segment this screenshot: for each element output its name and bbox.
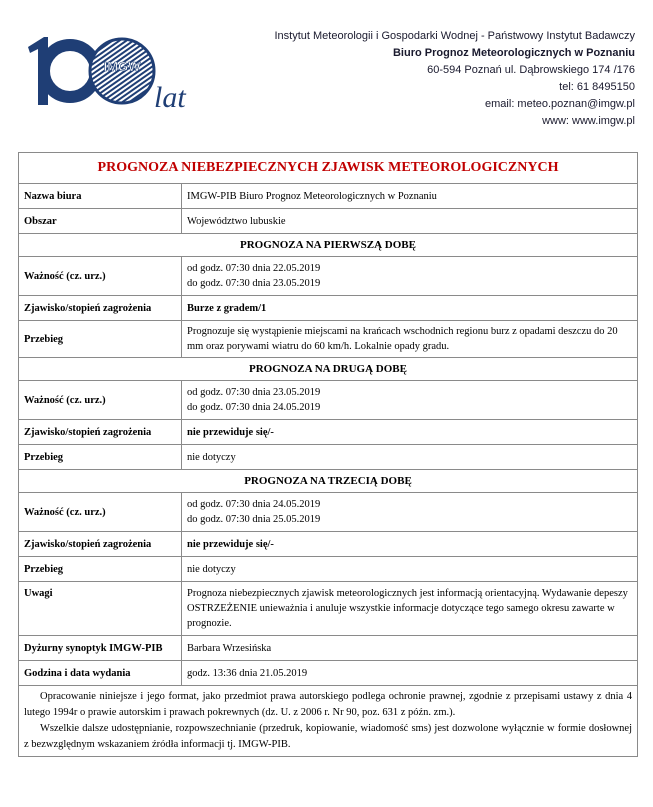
office-label: Nazwa biura: [19, 184, 182, 209]
remarks-label: Uwagi: [19, 582, 182, 636]
office-value: IMGW-PIB Biuro Prognoz Meteorologicznych w Poznaniu: [182, 184, 638, 209]
day3-validity-to: do godz. 07:30 dnia 25.05.2019: [187, 514, 321, 525]
day2-heading: PROGNOZA NA DRUGĄ DOBĘ: [19, 358, 638, 381]
day2-phenomenon-value: nie przewiduje się/-: [182, 420, 638, 445]
copyright-notice: [19, 686, 638, 757]
address: 60-594 Poznań ul. Dąbrowskiego 174 /176: [427, 64, 635, 76]
logo-script-text: lat: [154, 81, 186, 113]
institute-name: Instytut Meteorologii i Gospodarki Wodnej - Państwowy Instytut Badawczy: [274, 30, 635, 42]
day1-validity-to: do godz. 07:30 dnia 23.05.2019: [187, 278, 321, 289]
day2-phenomenon-label: Zjawisko/stopień zagrożenia: [19, 420, 182, 445]
day3-course-value: nie dotyczy: [182, 557, 638, 582]
issued-label: Godzina i data wydania: [19, 661, 182, 686]
day2-validity-value: [182, 381, 638, 420]
day1-validity-value: [182, 257, 638, 296]
day3-course-label: Przebieg: [19, 557, 182, 582]
area-label: Obszar: [19, 209, 182, 234]
logo-badge-text: IMGW: [103, 59, 141, 74]
day3-phenomenon-value: nie przewiduje się/-: [182, 532, 638, 557]
forecast-table: [18, 152, 638, 757]
website: www: www.imgw.pl: [542, 115, 635, 127]
day1-phenomenon-value: Burze z gradem/1: [182, 296, 638, 321]
day1-course-label: Przebieg: [19, 321, 182, 358]
forecaster-label: Dyżurny synoptyk IMGW-PIB: [19, 636, 182, 661]
area-value: Województwo lubuskie: [182, 209, 638, 234]
redistribution-paragraph: Wszelkie dalsze udostępnianie, rozpowszechnianie (przedruk, kopiowanie, wiadomość sms) jest dozwolone wyłącznie w formie dosłownej z bezwzględnym wskazaniem źródła informacji tj. IMGW-PIB.: [24, 723, 632, 750]
day3-validity-value: [182, 493, 638, 532]
forecaster-value: Barbara Wrzesińska: [182, 636, 638, 661]
office-name: Biuro Prognoz Meteorologicznych w Poznaniu: [392, 47, 635, 59]
day1-validity-from: od godz. 07:30 dnia 22.05.2019: [187, 263, 321, 274]
day2-validity-to: do godz. 07:30 dnia 24.05.2019: [187, 402, 321, 413]
day1-course-value: Prognozuje się wystąpienie miejscami na krańcach wschodnich regionu burz z opadami deszczu do 20 mm oraz porywami wiatru do 60 km/h. Lokalnie opady gradu.: [182, 321, 638, 358]
day2-course-label: Przebieg: [19, 445, 182, 470]
day2-validity-label: Ważność (cz. urz.): [19, 381, 182, 420]
day3-heading: PROGNOZA NA TRZECIĄ DOBĘ: [19, 470, 638, 493]
day2-validity-from: od godz. 07:30 dnia 23.05.2019: [187, 387, 321, 398]
day1-heading: PROGNOZA NA PIERWSZĄ DOBĘ: [19, 234, 638, 257]
logo-digit-zero: [44, 45, 96, 97]
copyright-paragraph: Opracowanie niniejsze i jego format, jako przedmiot prawa autorskiego podlega ochronie prawnej, zgodnie z przepisami ustawy z dnia 4 lutego 1994r o prawie autorskim i prawach pokrewnych (dz. U. z 2006 r. Nr 90, poz. 631 z późn. zm.).: [24, 691, 632, 718]
day2-course-value: nie dotyczy: [182, 445, 638, 470]
phone: tel: 61 8495150: [559, 81, 635, 93]
day1-phenomenon-label: Zjawisko/stopień zagrożenia: [19, 296, 182, 321]
remarks-value: Prognoza niebezpiecznych zjawisk meteorologicznych jest informacją orientacyjną. Wydawanie depeszy OSTRZEŻENIE unieważnia i anuluje wszystkie informacje dotyczące tego samego okresu zawarte w prognozie.: [182, 582, 638, 636]
document-title: PROGNOZA NIEBEZPIECZNYCH ZJAWISK METEOROLOGICZNYCH: [19, 153, 638, 184]
day3-validity-from: od godz. 07:30 dnia 24.05.2019: [187, 499, 321, 510]
day1-validity-label: Ważność (cz. urz.): [19, 257, 182, 296]
institution-header: [215, 28, 635, 130]
day3-phenomenon-label: Zjawisko/stopień zagrożenia: [19, 532, 182, 557]
issued-value: godz. 13:36 dnia 21.05.2019: [182, 661, 638, 686]
day3-validity-label: Ważność (cz. urz.): [19, 493, 182, 532]
imgw-100-lat-logo: [24, 33, 194, 113]
email: email: meteo.poznan@imgw.pl: [485, 98, 635, 110]
